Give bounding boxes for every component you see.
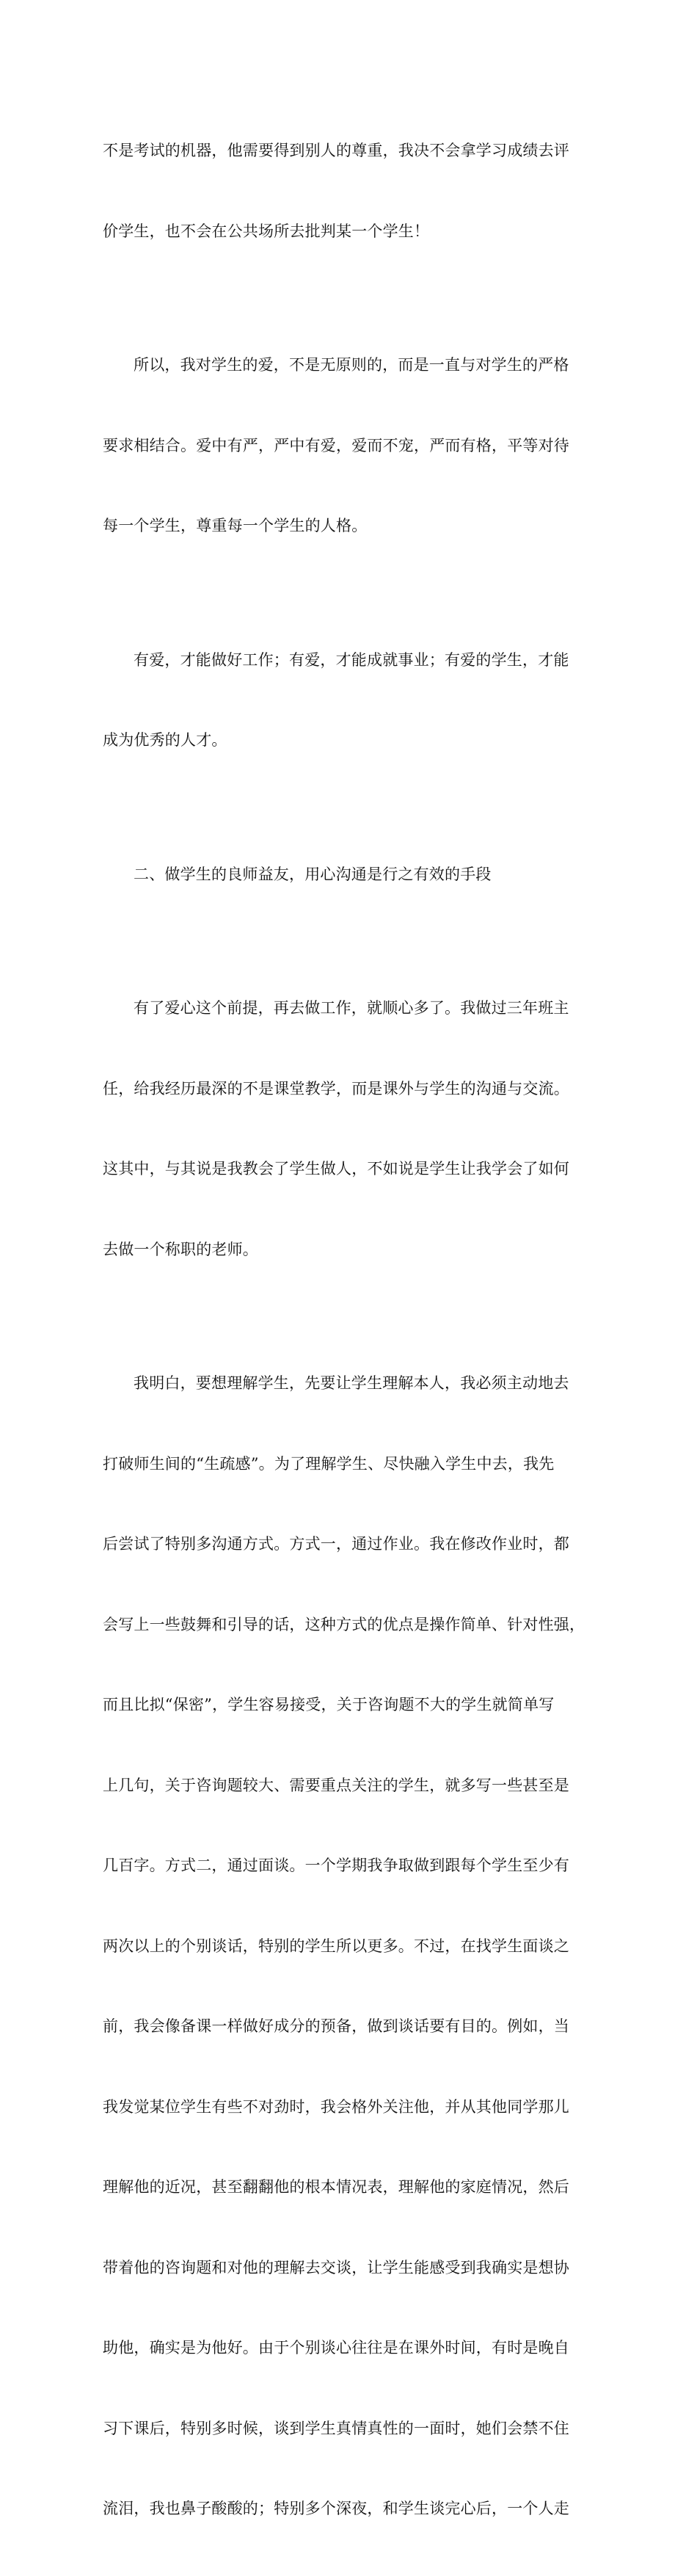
- paragraph-5: [103, 1316, 596, 2576]
- text-line: 习下课后，特别多时候，谈到学生真情真性的一面时，她们会禁不住: [103, 2419, 569, 2437]
- text-line: 成为优秀的人才。: [103, 731, 227, 749]
- text-line: 理解他的近况，甚至翻翻他的根本情况表，理解他的家庭情况，然后: [103, 2178, 569, 2196]
- text-line: 前，我会像备课一样做好成分的预备，做到谈话要有目的。例如，当: [103, 2017, 569, 2035]
- document-body: [103, 84, 596, 2576]
- paragraph-1: [103, 84, 596, 298]
- text-line: 每一个学生，尊重每一个学生的人格。: [103, 517, 368, 534]
- text-line: 助他，确实是为他好。由于个别谈心往往是在课外时间，有时是晚自: [103, 2339, 569, 2357]
- text-line: 去做一个称职的老师。: [103, 1240, 258, 1258]
- paragraph-3: [103, 593, 596, 808]
- text-line: 不是考试的机器，他需要得到别人的尊重，我决不会拿学习成绩去评: [103, 142, 569, 159]
- text-line: 两次以上的个别谈话，特别的学生所以更多。不过，在找学生面谈之: [103, 1937, 569, 1955]
- paragraph-4: [103, 941, 596, 1316]
- paragraph-2: [103, 298, 596, 593]
- heading-text: 二、做学生的良师益友，用心沟通是行之有效的手段: [134, 865, 492, 883]
- text-line: 所以，我对学生的爱，不是无原则的，而是一直与对学生的严格: [134, 356, 569, 374]
- text-line: 打破师生间的“生疏感”。为了理解学生、尽快融入学生中去，我先: [103, 1454, 555, 1473]
- text-line: 我明白，要想理解学生，先要让学生理解本人，我必须主动地去: [134, 1374, 569, 1392]
- text-line: 我发觉某位学生有些不对劲时，我会格外关注他，并从其他同学那儿: [103, 2097, 569, 2116]
- text-line: 几百字。方式二，通过面谈。一个学期我争取做到跟每个学生至少有: [103, 1857, 569, 1874]
- section-heading: [103, 808, 596, 942]
- text-line: 后尝试了特别多沟通方式。方式一，通过作业。我在修改作业时，都: [103, 1535, 569, 1553]
- text-line: 价学生，也不会在公共场所去批判某一个学生！: [103, 222, 430, 240]
- text-line: 会写上一些鼓舞和引导的话，这种方式的优点是操作简单、针对性强，: [103, 1615, 585, 1633]
- text-line: 有了爱心这个前提，再去做工作，就顺心多了。我做过三年班主: [134, 999, 569, 1017]
- text-line: 上几句，关于咨询题较大、需要重点关注的学生，就多写一些甚至是: [103, 1776, 569, 1794]
- text-line: 而且比拟“保密”，学生容易接受，关于咨询题不大的学生就简单写: [103, 1696, 555, 1713]
- text-line: 有爱，才能做好工作；有爱，才能成就事业；有爱的学生，才能: [134, 650, 569, 669]
- text-line: 带着他的咨询题和对他的理解去交谈，让学生能感受到我确实是想协: [103, 2258, 569, 2276]
- text-line: 任，给我经历最深的不是课堂教学，而是课外与学生的沟通与交流。: [103, 1079, 569, 1097]
- text-line: 流泪，我也鼻子酸酸的；特别多个深夜，和学生谈完心后，一个人走: [103, 2500, 569, 2517]
- text-line: 要求相结合。爱中有严，严中有爱，爱而不宠，严而有格，平等对待: [103, 436, 569, 454]
- text-line: 这其中，与其说是我教会了学生做人，不如说是学生让我学会了如何: [103, 1160, 569, 1178]
